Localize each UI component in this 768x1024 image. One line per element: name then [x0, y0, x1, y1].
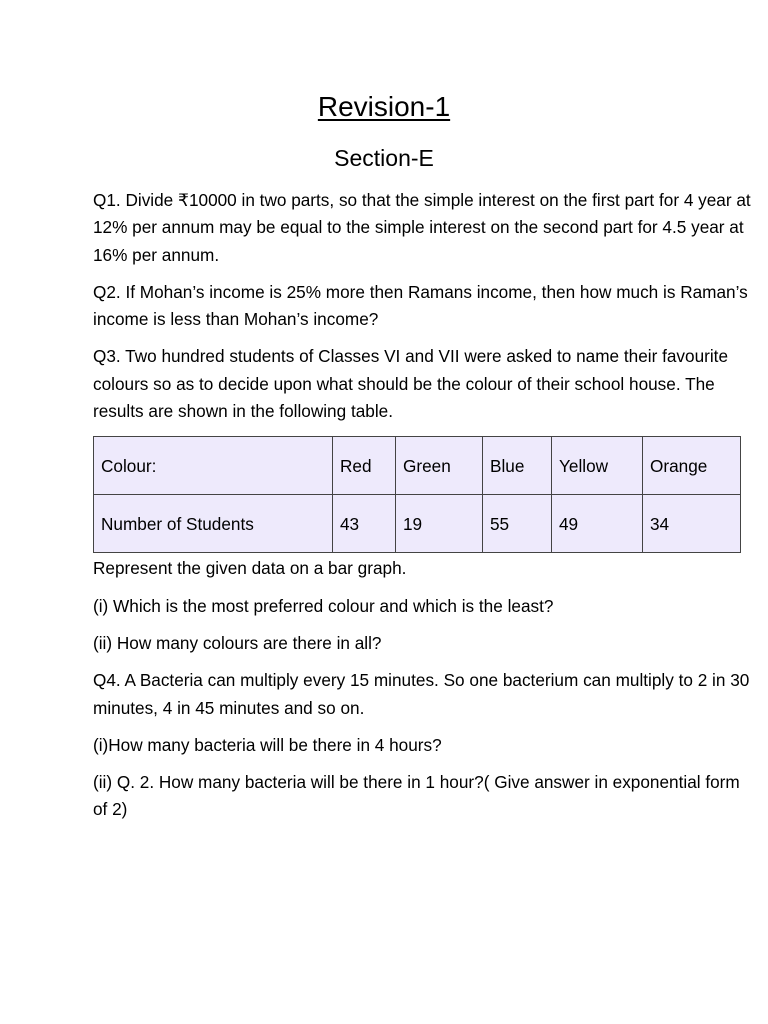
- question-content: [93, 187, 753, 834]
- question-3-part-2: (ii) How many colours are there in all?: [93, 632, 382, 653]
- table-cell-count: 19: [396, 495, 483, 553]
- table-cell-colour: Blue: [483, 437, 552, 495]
- table-cell-count: 55: [483, 495, 552, 553]
- table-cell-count: 43: [333, 495, 396, 553]
- question-4: Q4. A Bacteria can multiply every 15 minutes. So one bacterium can multiply to 2 in 30 minutes, 4 in 45 minutes and so on.: [93, 670, 750, 718]
- table-cell-colour: Green: [396, 437, 483, 495]
- question-4-part-1: (i)How many bacteria will be there in 4 hours?: [93, 734, 442, 755]
- question-3-instruction: Represent the given data on a bar graph.: [93, 558, 407, 579]
- question-3-part-1: (i) Which is the most preferred colour and which is the least?: [93, 595, 554, 616]
- table-cell-count: 49: [552, 495, 643, 553]
- table-row-label: Number of Students: [94, 495, 333, 553]
- table-header-label: Colour:: [94, 437, 333, 495]
- colour-preference-table: [93, 436, 741, 553]
- table-row-counts: [94, 495, 741, 553]
- question-3: Q3. Two hundred students of Classes VI and VII were asked to name their favourite colours so as to decide upon what should be the colour of their school house. The results are shown in the following table.: [93, 346, 729, 422]
- section-heading: Section-E: [334, 145, 434, 171]
- table-cell-colour: Yellow: [552, 437, 643, 495]
- table-row-colours: [94, 437, 741, 495]
- page-title: Revision-1: [317, 91, 451, 122]
- question-4-part-2: (ii) Q. 2. How many bacteria will be there in 1 hour?( Give answer in exponential form of 2): [93, 772, 740, 820]
- table-cell-colour: Orange: [643, 437, 741, 495]
- table-cell-colour: Red: [333, 437, 396, 495]
- question-2: Q2. If Mohan’s income is 25% more then Ramans income, then how much is Raman’s income is less than Mohan’s income?: [93, 281, 748, 330]
- question-1: Q1. Divide ₹10000 in two parts, so that the simple interest on the first part for 4 year at 12% per annum may be equal to the simple interest on the second part for 4.5 year at 16% per annum.: [93, 190, 751, 265]
- table-cell-count: 34: [643, 495, 741, 553]
